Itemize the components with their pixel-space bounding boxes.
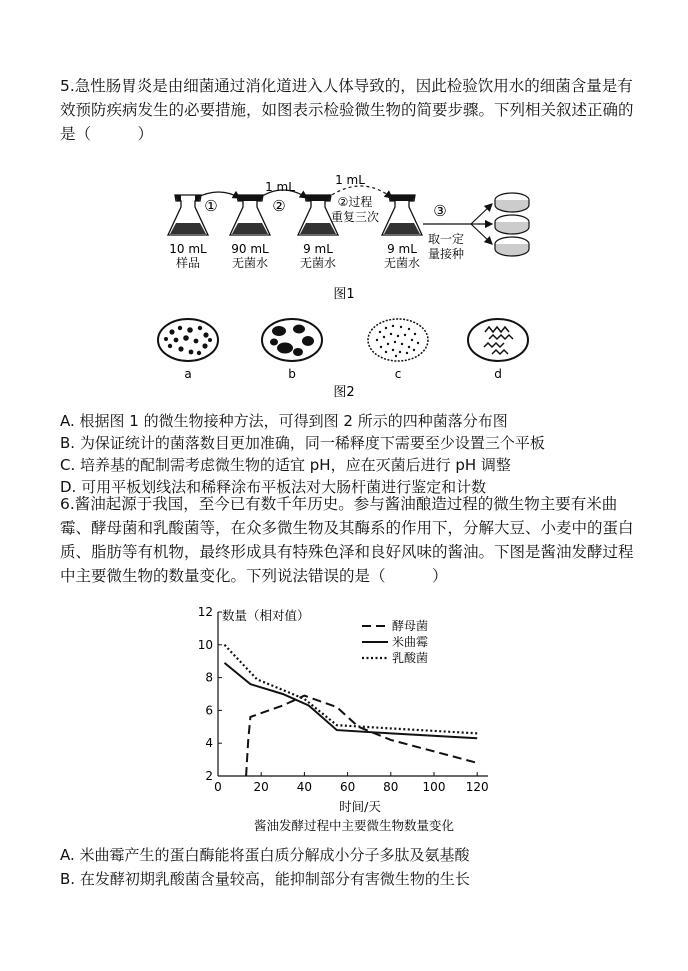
chart-legend [362,618,428,665]
loop-label-1: ②过程 [337,195,373,209]
chart-title: 酱油发酵过程中主要微生物数量变化 [253,818,455,833]
legend-label-3: 乳酸菌 [392,651,429,665]
chart-ticks [198,605,489,794]
x-tick-label: 80 [383,780,399,794]
x-tick-label: 100 [422,780,446,794]
inoculate-label-1: 取一定 [427,232,465,246]
y-tick-label: 10 [197,637,213,652]
flask-2-volume: 90 mL [231,242,269,256]
x-tick-label: 60 [339,780,356,794]
chart-axes [218,612,488,776]
flask-1-volume: 10 mL [169,242,207,256]
plate-d-label: d [494,367,502,381]
step-3-label: ③ [433,202,447,220]
x-tick-label: 20 [253,780,269,794]
chart-ylabel: 数量（相对值） [222,608,310,623]
q5-option-a[interactable]: A. 根据图 1 的微生物接种方法，可得到图 2 所示的四种菌落分布图 [60,412,508,430]
petri-dish-bottom [495,237,529,256]
inoculate-arrow-top [471,204,492,224]
q6-stem: 6.酱油起源于我国，至今已有数千年历史。参与酱油酿造过程的微生物主要有米曲霉、酵母菌和乳酸菌等，在众多微生物及其酶系的作用下，分解大豆、小麦中的蛋白质、脂肪等有机物，最终形成具有特殊色泽和良好风味的酱油。下图是酱油发酵过程中主要微生物的数量变化。下列说法错误的是（ ） [60,495,634,585]
y-tick-label: 12 [197,605,213,619]
x-tick-label: 120 [465,780,489,794]
chart-lines [224,645,477,776]
legend-label-1: 酵母菌 [392,619,429,633]
q5-stem: 5.急性肠胃炎是由细菌通过消化道进入人体导致的，因此检验饮用水的细菌含量是有效预防疾病发生的必要措施，如图表示检验微生物的简要步骤。下列相关叙述正确的是（ ） [60,77,634,143]
plate-b [262,319,322,361]
flask-2 [230,195,270,235]
inoculate-label-2: 量接种 [427,247,465,261]
plate-d [468,319,528,361]
figure-1-caption: 图1 [333,287,355,302]
figure-2-caption: 图2 [333,385,355,400]
petri-dish-middle [495,215,529,234]
q6-option-b[interactable]: B. 在发酵初期乳酸菌含量较高，能抑制部分有害微生物的生长 [60,870,470,888]
q5-option-b[interactable]: B. 为保证统计的菌落数目更加准确，同一稀释度下需要至少设置三个平板 [60,434,545,452]
plate-a-label: a [184,367,192,381]
y-tick-label: 8 [205,670,213,685]
plate-c [368,319,428,361]
flask-4-volume: 9 mL [387,242,417,256]
flask-1 [168,195,208,235]
q5-option-d[interactable]: D. 可用平板划线法和稀释涂布平板法对大肠杆菌进行鉴定和计数 [60,478,487,496]
flask-4-content: 无菌水 [383,256,421,270]
step-1-label: ① [204,197,218,215]
petri-dish-top [495,193,529,212]
flask-3-content: 无菌水 [299,256,337,270]
step-2-label: ② [272,197,286,215]
flask-4 [382,195,422,235]
plate-c-label: c [394,367,402,381]
chart-xlabel: 时间/天 [339,799,381,814]
q5-option-c[interactable]: C. 培养基的配制需考虑微生物的适宜 pH，应在灭菌后进行 pH 调整 [60,456,511,474]
flask-3-volume: 9 mL [303,242,333,256]
x-tick-label: 0 [214,780,222,794]
plate-a [158,319,218,361]
transfer-2-label: 1 mL [335,173,365,187]
flask-1-content: 样品 [175,256,201,270]
loop-label-2: 重复三次 [330,210,380,224]
transfer-1-label: 1 mL [265,180,295,194]
flask-2-content: 无菌水 [231,256,269,270]
y-tick-label: 2 [205,769,213,783]
plate-b-label: b [288,367,296,381]
legend-label-2: 米曲霉 [392,635,429,649]
transfer-arrow-1 [196,192,240,198]
x-tick-label: 40 [296,780,313,794]
microbe-count-chart [0,600,688,850]
q6-option-a[interactable]: A. 米曲霉产生的蛋白酶能将蛋白质分解成小分子多肽及氨基酸 [60,846,470,864]
y-tick-label: 4 [205,736,213,751]
inoculate-arrow-bottom [471,224,492,244]
y-tick-label: 6 [205,703,213,718]
